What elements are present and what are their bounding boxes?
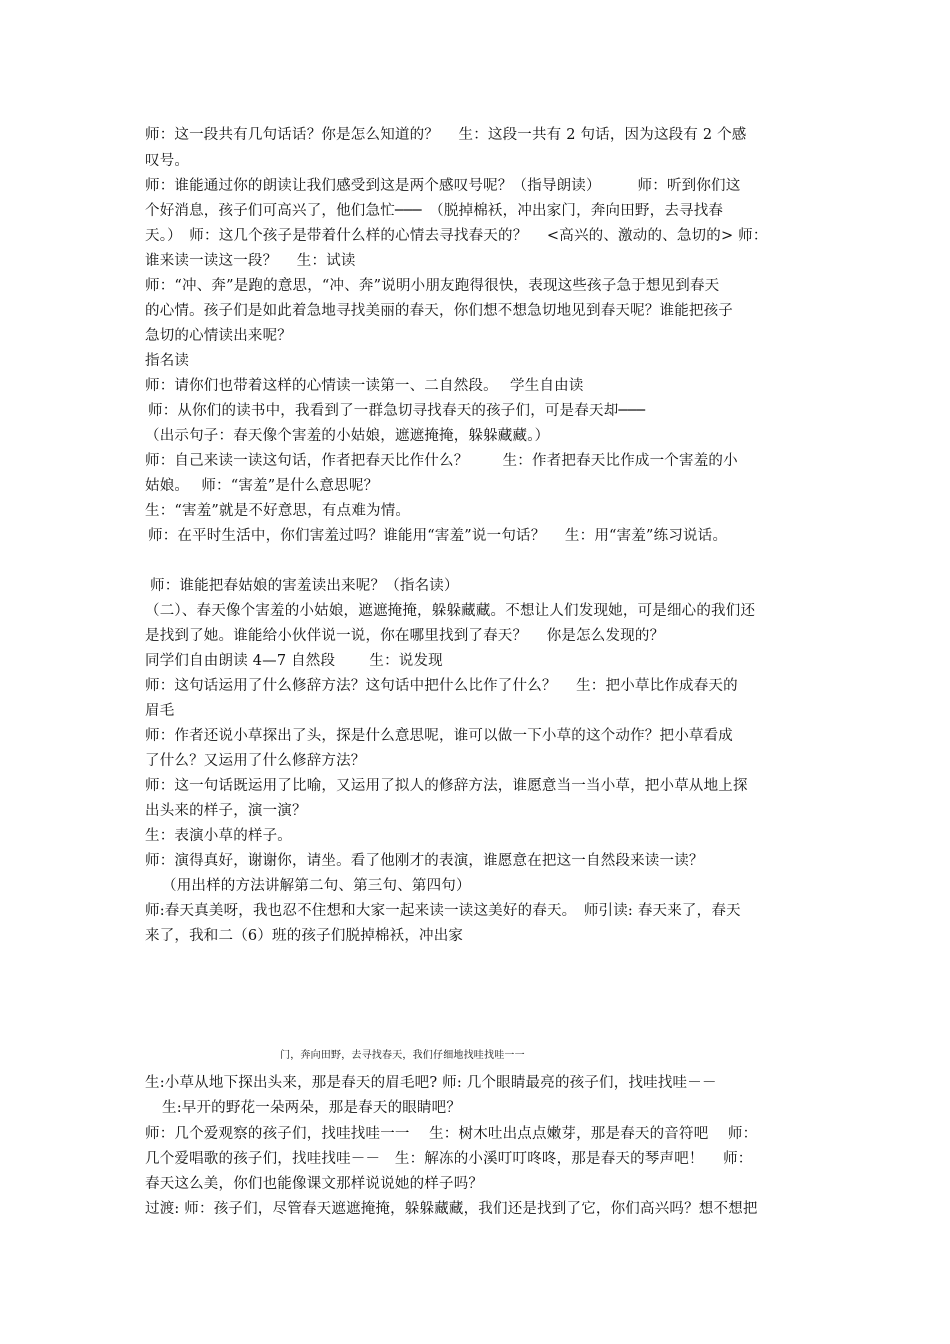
text-line: 了什么？又运用了什么修辞方法？: [145, 753, 366, 769]
text-line: （二）、春天像个害羞的小姑娘，遮遮掩掩，躲躲藏藏。不想让人们发现她，可是细心的我们还: [145, 603, 756, 619]
text-line: 生：表演小草的样子。: [145, 828, 292, 844]
text-line: 师：演得真好，谢谢你，请坐。看了他刚才的表演，谁愿意在把这一自然段来读一读？: [145, 853, 704, 869]
text-line: 春天这么美，你们也能像课文那样说说她的样子吗？: [145, 1176, 484, 1192]
text-line: 谁来读一读这一段？ 生：试读: [145, 253, 356, 269]
text-line: （用出样的方法讲解第二句、第三句、第四句）: [162, 878, 471, 894]
text-line: 师：这一句话既运用了比喻，又运用了拟人的修辞方法，谁愿意当一当小草，把小草从地上探: [145, 778, 748, 794]
text-line: 同学们自由朗读 4—7 自然段 生：说发现: [145, 653, 443, 669]
text-line: 师：这一段共有几句话话？你是怎么知道的？ 生：这段一共有 2 句话，因为这段有 2 个感: [145, 127, 747, 143]
text-line: 师：作者还说小草探出了头，探是什么意思呢，谁可以做一下小草的这个动作？把小草看成: [145, 728, 733, 744]
text-line: 师：在平时生活中，你们害羞过吗？谁能用“害羞”说一句话？ 生：用“害羞”练习说话。: [148, 528, 728, 544]
text-line: 个好消息，孩子们可高兴了，他们急忙─── （脱掉棉袄，冲出家门，奔向田野，去寻找春: [145, 203, 724, 219]
text-line: 师：这句话运用了什么修辞方法？这句话中把什么比作了什么？ 生：把小草比作成春天的: [145, 678, 738, 694]
text-line: 师:春天真美呀，我也忍不住想和大家一起来读一读这美好的春天。 师引读: 春天来了，春天: [145, 903, 741, 919]
text-line: 师：谁能把春姑娘的害羞读出来呢？（指名读）: [150, 578, 459, 594]
text-line: 姑娘。 师：“害羞”是什么意思呢？: [145, 478, 379, 494]
text-line: （出示句子：春天像个害羞的小姑娘，遮遮掩掩，躲躲藏藏。）: [145, 428, 550, 444]
text-line: 出头来的样子，演一演？: [145, 803, 307, 819]
text-line: 来了，我和二（6）班的孩子们脱掉棉袄，冲出家: [145, 928, 464, 944]
text-line: 眉毛: [145, 703, 175, 719]
text-line: 的心情。孩子们是如此着急地寻找美丽的春天，你们想不想急切地见到春天呢？谁能把孩子: [145, 303, 733, 319]
text-line: 天。） 师：这几个孩子是带着什么样的心情去寻找春天的？ <高兴的、激动的、急切的> 师：: [145, 228, 768, 244]
text-line: 生：“害羞”就是不好意思，有点难为情。: [145, 503, 411, 519]
text-line: 生:早开的野花一朵两朵，那是春天的眼睛吧？: [162, 1100, 462, 1116]
text-line: 师：自己来读一读这句话，作者把春天比作什么？ 生：作者把春天比作成一个害羞的小: [145, 453, 738, 469]
text-line: 师：谁能通过你的朗读让我们感受到这是两个感叹号呢？（指导朗读） 师：听到你们这: [145, 178, 741, 194]
text-line: 生:小草从地下探出头来，那是春天的眉毛吧? 师: 几个眼睛最亮的孩子们，找哇找哇－－: [145, 1075, 717, 1091]
text-line: 几个爱唱歌的孩子们，找哇找哇－－ 生：解冻的小溪叮叮咚咚，那是春天的琴声吧！ 师：: [145, 1151, 753, 1167]
text-line: 师：请你们也带着这样的心情读一读第一、二自然段。 学生自由读: [145, 378, 584, 394]
text-line: 师：“冲、奔”是跑的意思，“冲、奔”说明小朋友跑得很快，表现这些孩子急于想见到春天: [145, 278, 720, 294]
text-line: 叹号。: [145, 153, 190, 169]
text-line: 师：从你们的读书中，我看到了一群急切寻找春天的孩子们，可是春天却───: [148, 403, 646, 419]
text-line: 师：几个爱观察的孩子们，找哇找哇一一 生：树木吐出点点嫩芽，那是春天的音符吧 师：: [145, 1126, 758, 1142]
text-line: 指名读: [145, 353, 190, 369]
text-line: 门，奔向田野，去寻找春天，我们仔细地找哇找哇一一: [280, 1050, 525, 1061]
text-line: 是找到了她。谁能给小伙伴说一说，你在哪里找到了春天？ 你是怎么发现的？: [145, 628, 665, 644]
text-line: 急切的心情读出来呢？: [145, 328, 292, 344]
text-line: 过渡: 师：孩子们，尽管春天遮遮掩掩，躲躲藏藏，我们还是找到了它，你们高兴吗？想不想把: [145, 1201, 758, 1217]
